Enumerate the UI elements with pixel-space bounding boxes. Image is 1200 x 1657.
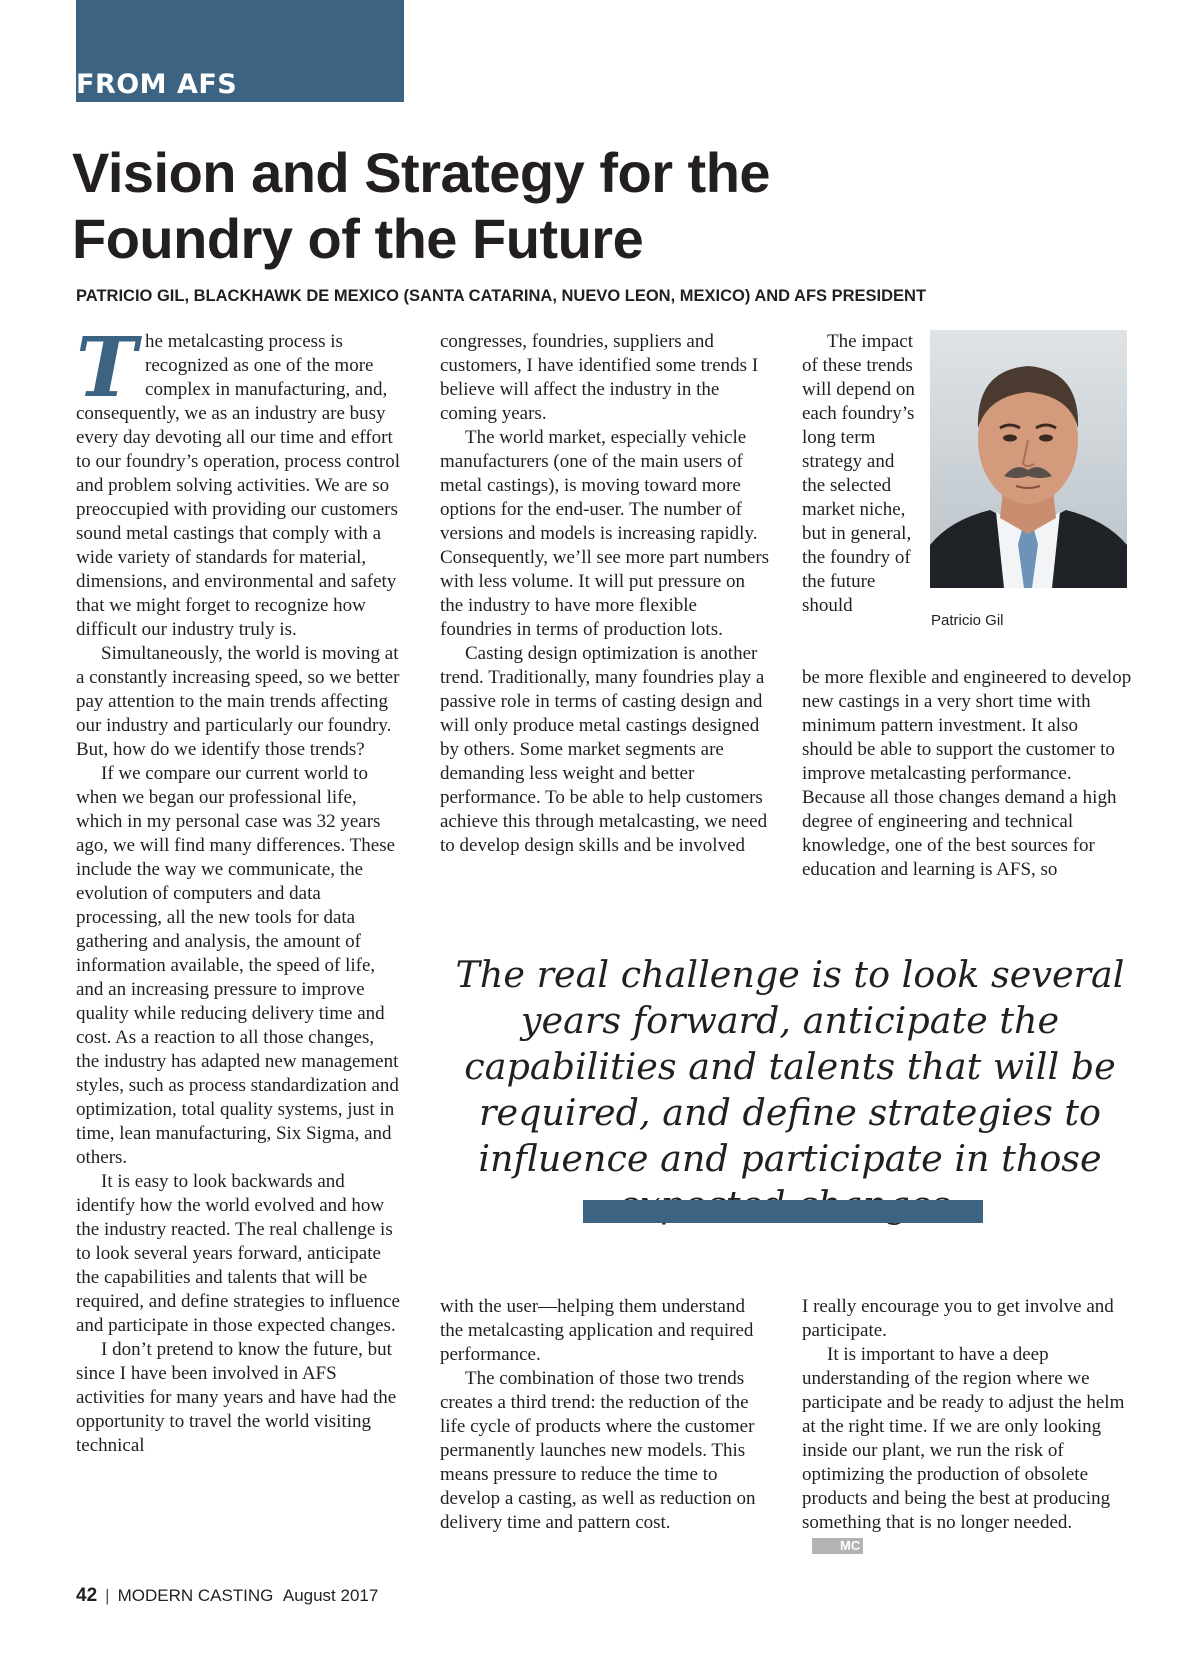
paragraph: I really encourage you to get involve and participate. [802,1296,1114,1341]
photo-caption: Patricio Gil [931,612,1004,629]
column-2-upper [440,330,770,858]
paragraph: The world market, especially vehicle manufacturers (one of the main users of metal castings), is moving toward more options for the end-user. The number of versions and models is increasing rapidly. Consequently, we’ll see more part numbers with less volume. It will put pressure on the industry to have more flexible foundries in terms of production lots. [440,427,770,640]
article-title [72,140,792,272]
byline: PATRICIO GIL, BLACKHAWK DE MEXICO (SANTA CATARINA, NUEVO LEON, MEXICO) AND AFS PRESIDENT [76,287,927,305]
paragraph: be more flexible and engineered to develop new castings in a very short time with minimum pattern investment. It also should be able to support the customer to improve metalcasting performance. Because all those changes demand a high degree of engineering and technical knowledge, one of the best sources for education and learning is AFS, so [802,667,1132,880]
page-number: 42 [76,1585,98,1606]
column-1 [76,320,401,1458]
column-3-lower [802,1295,1132,1559]
end-mark-badge: MC [812,1538,863,1554]
column-3-wide [802,666,1132,882]
issue-date: August 2017 [282,1586,379,1605]
paragraph [802,1343,1132,1559]
paragraph: The impact of these trends will depend on each foundry’s long term strategy and the selected market niche, but in general, the foundry of the future should [802,331,915,616]
paragraph: If we compare our current world to when we began our professional life, which in my personal case was 32 years ago, we will find many differences. These include the way we communicate, the evolution of computers and data processing, all the new tools for data gathering and analysis, the amount of information available, the speed of life, and an increasing pressure to improve quality while reducing delivery time and cost. As a reaction to all those changes, the industry has adapted new management styles, such as process standardization and optimization, total quality systems, just in time, lean manufacturing, Six Sigma, and others. [76,763,399,1168]
paragraph-text: he metalcasting process is recognized as one of the more complex in manufacturing, and, consequently, we as an industry are busy every day devoting all our time and effort to our foundry’s operation, process control and problem solving activities. We are so preoccupied with providing our customers sound metal castings that comply with a wide variety of standards for material, dimensions, and environmental and safety that we might forget to recognize how difficult our industry truly is. [76,331,400,640]
pull-quote: The real challenge is to look several years forward, anticipate the capabilities and talents that will be required, and define strategies to influence and participate in those [455,953,1125,1180]
section-label: FROM AFS [76,69,238,100]
page-footer [76,1585,378,1607]
portrait-illustration [930,330,1127,588]
paragraph: I don’t pretend to know the future, but since I have been involved in AFS activities for many years and have had the opportunity to travel the world visiting technical [76,1339,397,1456]
paragraph: congresses, foundries, suppliers and customers, I have identified some trends I believe will affect the industry in the coming years. [440,331,759,424]
drop-cap: T [76,320,138,416]
paragraph: The combination of those two trends creates a third trend: the reduction of the life cycle of products where the customer permanently launches new models. This means pressure to reduce the time to develop a casting, as well as reduction on delivery time and pattern cost. [440,1368,756,1533]
column-3-narrow [802,330,920,618]
paragraph-text: It is important to have a deep understanding of the region where we participate and be ready to adjust the helm at the right time. If we are only looking inside our plant, we run the risk of optimizing the production of obsolete products and being the best at producing something that is no longer needed. [802,1344,1125,1533]
paragraph: with the user—helping them understand the metalcasting application and required performance. [440,1296,754,1365]
paragraph: It is easy to look backwards and identify how the world evolved and how the industry reacted. The real challenge is to look several years forward, anticipate the capabilities and talents that will be required, and define strategies to influence and participate in those expected changes. [76,1171,400,1336]
footer-separator: | [105,1586,110,1605]
magazine-name: MODERN CASTING [117,1586,274,1605]
title-line-2: Foundry of the Future [72,207,644,270]
title-line-1: Vision and Strategy for the [72,141,771,204]
column-2-lower [440,1295,770,1535]
paragraph [76,320,401,642]
paragraph: Simultaneously, the world is moving at a constantly increasing speed, so we better pay attention to the main trends affecting our industry and particularly our foundry. But, how do we identify those trends? [76,643,400,760]
author-photo [930,330,1127,588]
paragraph: Casting design optimization is another trend. Traditionally, many foundries play a passive role in terms of casting design and will only produce metal castings designed by others. Some market segments are demanding less weight and better performance. To be able to help customers achieve this through metalcasting, we need to develop design skills and be involved [440,643,768,856]
pull-quote-rule [583,1200,983,1223]
